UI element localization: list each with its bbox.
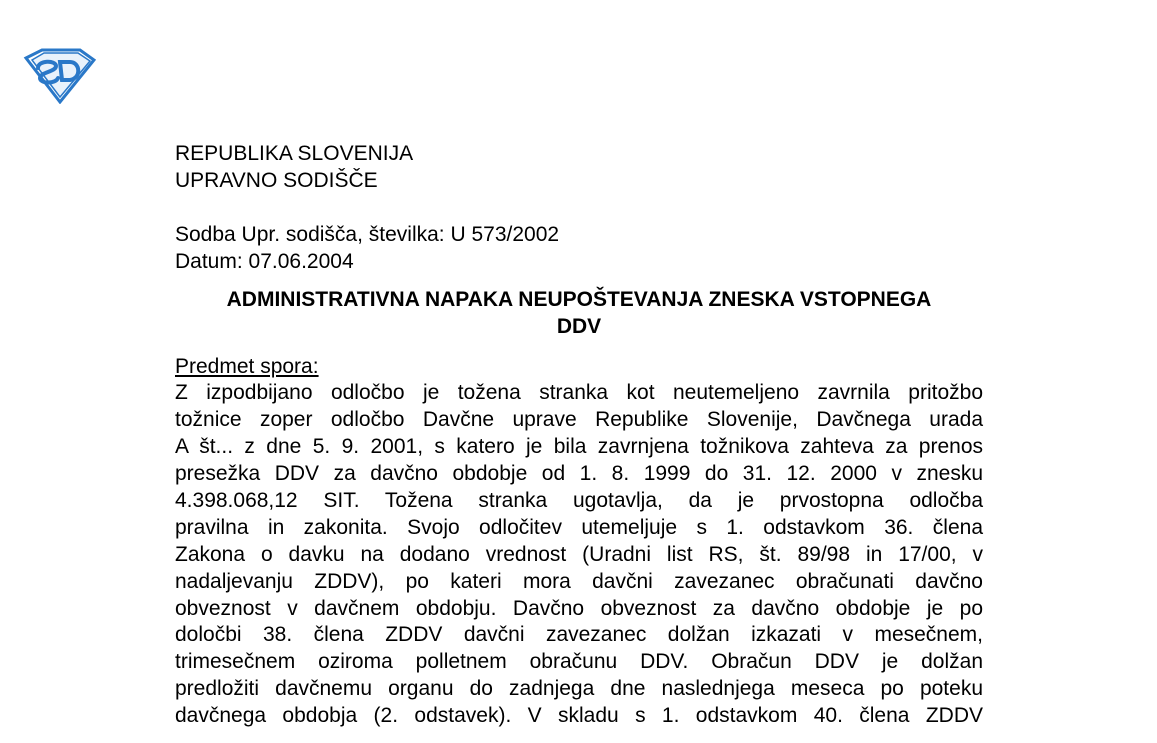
header-court: UPRAVNO SODIŠČE [175, 168, 378, 192]
paragraph-line: 4.398.068,12 SIT. Tožena stranka ugotavlja, da je prvostopna odločba [175, 488, 983, 512]
paragraph-line: davčnega obdobja (2. odstavek). V skladu s 1. odstavkom 40. člena ZDDV [175, 704, 983, 728]
title-line-1: ADMINISTRATIVNA NAPAKA NEUPOŠTEVANJA ZNESKA VSTOPNEGA [226, 287, 932, 311]
header-republic: REPUBLIKA SLOVENIJA [175, 142, 414, 165]
section-heading: Predmet spora: [175, 354, 319, 378]
paragraph-line: predložiti davčnemu organu do zadnjega dne naslednjega meseca po poteku [175, 677, 983, 701]
document-title [175, 286, 983, 340]
paragraph-line: pravilna in zakonita. Svojo odločitev utemeljuje s 1. odstavkom 36. člena [175, 515, 983, 539]
document-body [175, 141, 983, 730]
paragraph-line: A št... z dne 5. 9. 2001, s katero je bila zavrnjena tožnikova zahteva za prenos [175, 435, 983, 459]
title-line-2: DDV [556, 314, 602, 338]
paragraph-line: nadaljevanju ZDDV), po kateri mora davčni zavezanec obračunati davčno [175, 569, 983, 593]
paragraph-line: Zakona o davku na dodano vrednost (Uradni list RS, št. 89/98 in 17/00, v [175, 542, 983, 566]
court-emblem-logo [22, 48, 96, 104]
paragraph-line: trimesečnem oziroma polletnem obračunu DDV. Obračun DDV je dolžan [175, 650, 983, 674]
section-paragraph [175, 380, 983, 730]
judgment-date: Datum: 07.06.2004 [175, 249, 354, 273]
paragraph-line: Z izpodbijano odločbo je tožena stranka kot neutemeljeno zavrnila pritožbo [175, 381, 983, 405]
paragraph-line: določbi 38. člena ZDDV davčni zavezanec dolžan izkazati v mesečnem, [175, 623, 983, 647]
case-number: Sodba Upr. sodišča, številka: U 573/2002 [175, 222, 560, 246]
paragraph-line: obveznost v davčnem obdobju. Davčno obveznost za davčno obdobje je po [175, 596, 983, 620]
paragraph-line: presežka DDV za davčno obdobje od 1. 8. 1999 do 31. 12. 2000 v znesku [175, 462, 983, 486]
paragraph-line: tožnice zoper odločbo Davčne uprave Republike Slovenije, Davčnega urada [175, 408, 983, 432]
